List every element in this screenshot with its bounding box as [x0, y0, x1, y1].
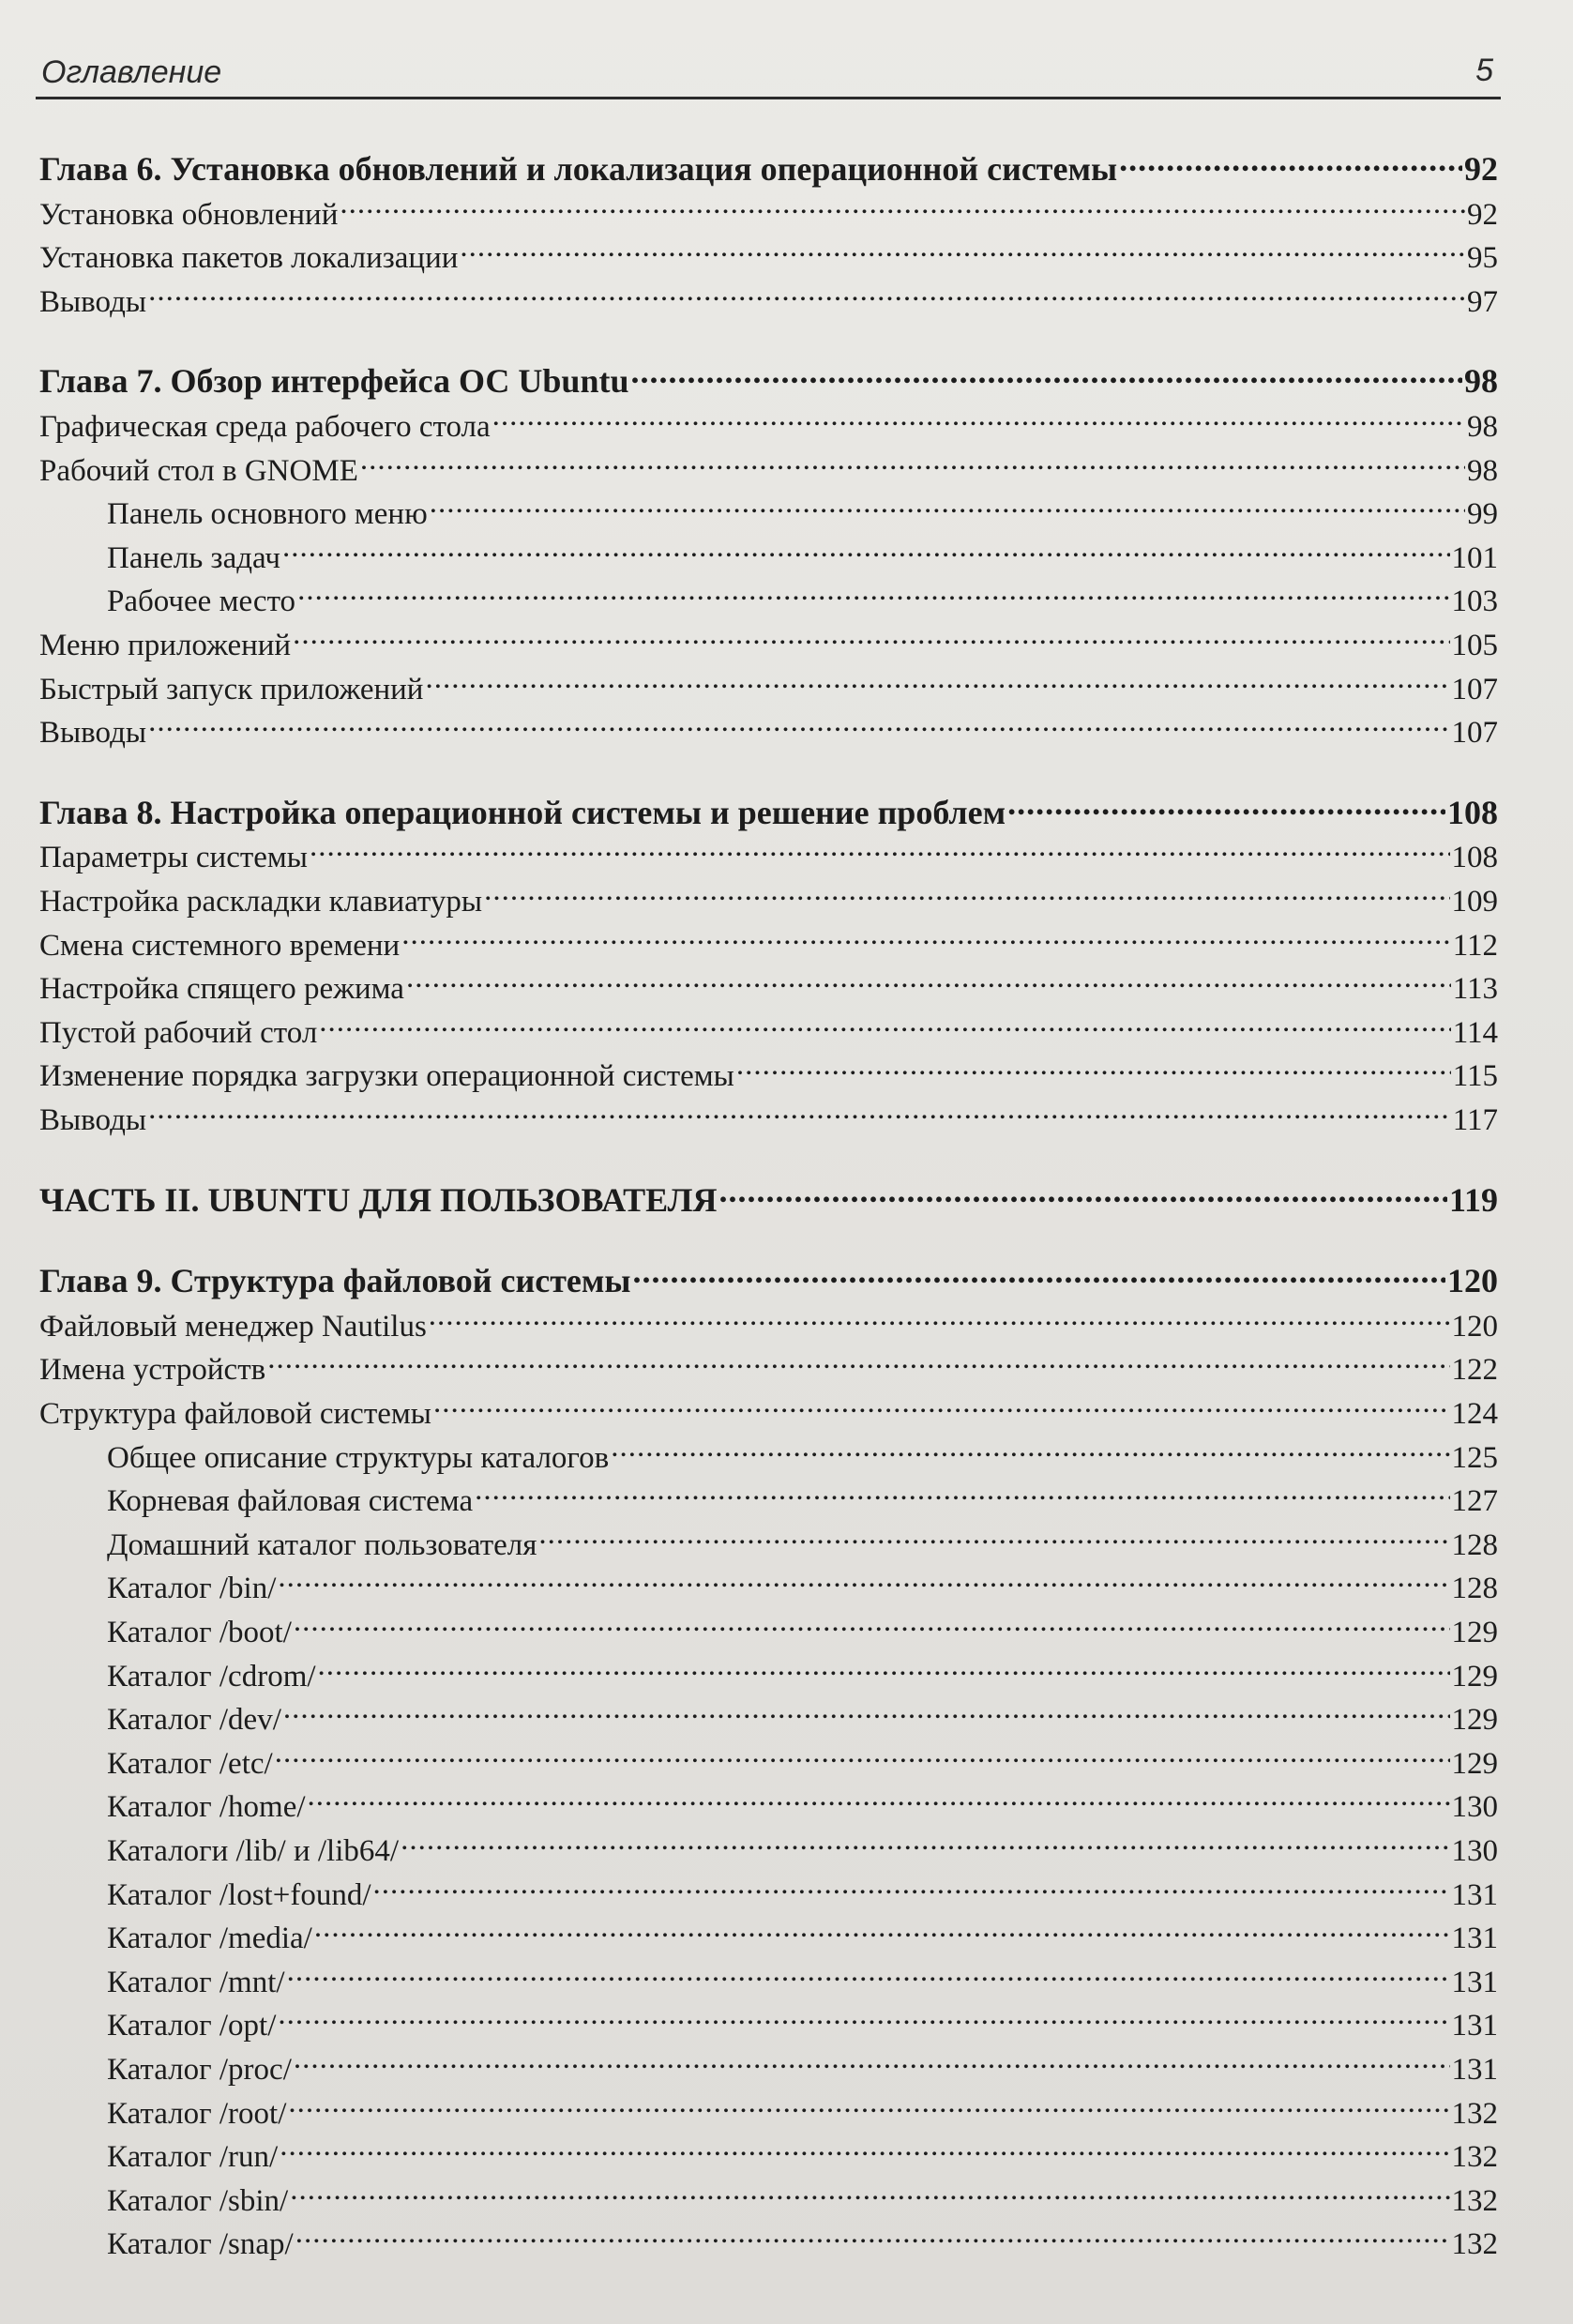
toc-entry: [39, 226, 1498, 276]
toc-entry: [39, 1732, 1498, 1781]
toc-entry-title: Каталог /sbin/: [107, 2183, 289, 2218]
toc-entry: [39, 482, 1498, 532]
toc-entry: [39, 1688, 1498, 1738]
toc-entry-title: Глава 6. Установка обновлений и локализация операционной системы: [39, 150, 1118, 188]
toc-entry-page: 103: [1451, 585, 1498, 619]
toc-entry-page: 131: [1451, 1877, 1498, 1912]
running-head-title: Оглавление: [41, 54, 222, 90]
dot-leader: [283, 1688, 1450, 1729]
toc-entry-page: 132: [1451, 2096, 1498, 2131]
toc-entry-title: Каталог /snap/: [107, 2227, 294, 2262]
dot-leader: [280, 2125, 1449, 2166]
toc-entry-title: Выводы: [39, 1103, 147, 1137]
toc-entry-title: Графическая среда рабочего стола: [39, 410, 491, 444]
dot-leader: [406, 957, 1451, 998]
toc-entry: [39, 270, 1498, 319]
toc-entry-title: Рабочее место: [107, 585, 296, 619]
toc-entry-title: Имена устройств: [39, 1353, 266, 1388]
toc-entry: [39, 1513, 1498, 1562]
toc-entry-title: Каталог /home/: [107, 1790, 306, 1825]
toc-entry-page: 109: [1451, 885, 1498, 919]
toc-entry-title: Быстрый запуск приложений: [39, 672, 424, 706]
toc-entry: [39, 614, 1498, 662]
toc-entry: [39, 526, 1498, 575]
toc-entry-title: Изменение порядка загрузки операционной системы: [39, 1059, 734, 1094]
toc-entry: [39, 2169, 1498, 2218]
running-head: [39, 49, 1501, 94]
toc-entry-title: Файловый менеджер Nautilus: [39, 1309, 427, 1344]
dot-leader: [288, 2082, 1449, 2123]
toc-entry-page: 113: [1452, 972, 1498, 1007]
toc-entry: [39, 2038, 1498, 2087]
toc-entry: [39, 1863, 1498, 1912]
toc-entry-page: 132: [1451, 2183, 1498, 2218]
toc-entry-page: 131: [1451, 2009, 1498, 2043]
dot-leader: [360, 439, 1465, 480]
dot-leader: [736, 1044, 1451, 1086]
toc-entry-page: 99: [1467, 497, 1498, 532]
dot-leader: [287, 1951, 1450, 1992]
toc-entry-title: Пустой рабочий стол: [39, 1015, 318, 1050]
toc-entry-title: Структура файловой системы: [39, 1397, 431, 1431]
toc-entry: [39, 1295, 1498, 1344]
dot-leader: [148, 1088, 1451, 1130]
toc-entry: [39, 1906, 1498, 1956]
toc-entry-page: 125: [1451, 1440, 1498, 1475]
dot-leader: [492, 395, 1465, 436]
toc-entry-title: Рабочий стол в GNOME: [39, 453, 358, 488]
toc-entry-title: Параметры системы: [39, 841, 308, 875]
toc-entry: [39, 1951, 1498, 1999]
dot-leader: [295, 2212, 1450, 2254]
toc-entry-page: 107: [1451, 672, 1498, 706]
dot-leader: [148, 270, 1465, 311]
toc-entry-title: Смена системного времени: [39, 928, 401, 963]
dot-leader: [278, 1557, 1449, 1598]
dot-leader: [308, 1775, 1450, 1816]
toc-entry: [39, 658, 1498, 706]
toc-entry: [39, 1001, 1498, 1050]
dot-leader: [718, 1170, 1447, 1211]
dot-leader: [293, 614, 1449, 655]
toc-entry-page: 129: [1451, 1703, 1498, 1738]
toc-entry: [39, 183, 1498, 232]
dot-leader: [429, 1295, 1450, 1336]
toc-entry-page: 128: [1451, 1527, 1498, 1562]
toc-entry-page: 132: [1451, 2140, 1498, 2175]
toc-entry: [39, 439, 1498, 488]
toc-entry-title: Общее описание структуры каталогов: [107, 1440, 610, 1475]
toc-entry-page: 98: [1467, 453, 1498, 488]
dot-leader: [282, 526, 1450, 568]
toc-entry-page: 129: [1451, 1616, 1498, 1649]
toc-entry-page: 101: [1451, 540, 1498, 575]
toc-entry-page: 120: [1447, 1262, 1498, 1300]
toc-entry-title: Глава 8. Настройка операционной системы и решение проблем: [39, 793, 1006, 831]
dot-leader: [1119, 139, 1462, 180]
toc-entry-page: 131: [1451, 2053, 1498, 2087]
toc-entry: [39, 2082, 1498, 2131]
dot-leader: [297, 570, 1449, 611]
toc-entry-page: 124: [1451, 1397, 1498, 1431]
toc-entry-title: Глава 9. Структура файловой системы: [39, 1262, 631, 1300]
dot-leader: [484, 870, 1449, 911]
dot-leader: [430, 482, 1465, 524]
dot-leader: [633, 1251, 1445, 1292]
dot-leader: [267, 1338, 1449, 1379]
toc-entry-page: 127: [1451, 1484, 1498, 1519]
toc-entry-title: Каталоги /lib/ и /lib64/: [107, 1834, 400, 1868]
toc-entry-page: 120: [1451, 1309, 1498, 1344]
toc-entry-title: Меню приложений: [39, 629, 292, 662]
toc-entry-title: Установка пакетов локализации: [39, 241, 459, 276]
toc-entry-title: Каталог /root/: [107, 2096, 287, 2131]
toc-chapter: [39, 351, 1498, 401]
toc-entry-page: 92: [1467, 197, 1498, 232]
toc-entry-page: 129: [1451, 1746, 1498, 1781]
toc-entry-title: Каталог /cdrom/: [107, 1659, 316, 1694]
dot-leader: [319, 1001, 1450, 1042]
toc-entry-page: 132: [1451, 2227, 1498, 2262]
toc-entry-page: 107: [1451, 716, 1498, 751]
dot-leader: [538, 1513, 1449, 1555]
toc-entry-page: 115: [1452, 1059, 1498, 1094]
header-rule: [36, 97, 1501, 99]
toc-entry: [39, 2125, 1498, 2175]
dot-leader: [611, 1426, 1449, 1467]
toc-entry-page: 130: [1451, 1790, 1498, 1825]
dot-leader: [631, 351, 1463, 392]
toc-entry-title: Панель задач: [107, 540, 280, 575]
toc-entry-page: 131: [1451, 1921, 1498, 1956]
toc-part: [39, 1170, 1498, 1219]
dot-leader: [460, 226, 1465, 267]
toc-entry-page: 98: [1464, 362, 1498, 401]
toc-entry-title: Глава 7. Обзор интерфейса ОС Ubuntu: [39, 362, 629, 401]
toc-entry: [39, 826, 1498, 875]
toc-entry-title: Выводы: [39, 284, 147, 319]
toc-entry-page: 92: [1464, 150, 1498, 188]
toc-entry-title: Каталог /lost+found/: [107, 1877, 371, 1912]
dot-leader: [314, 1906, 1450, 1948]
toc-entry-page: 112: [1452, 928, 1498, 963]
dot-leader: [294, 1601, 1450, 1642]
toc-entry-page: 105: [1451, 629, 1498, 662]
toc-entry: [39, 1994, 1498, 2043]
toc-entry: [39, 1088, 1498, 1137]
toc-entry: [39, 1469, 1498, 1519]
toc-entry-title: Выводы: [39, 716, 147, 751]
dot-leader: [401, 1819, 1449, 1861]
dot-leader: [278, 1994, 1449, 2035]
dot-leader: [148, 701, 1449, 742]
dot-leader: [294, 2038, 1450, 2079]
toc-entry-page: 97: [1467, 284, 1498, 319]
toc-entry: [39, 914, 1498, 963]
dot-leader: [425, 658, 1449, 699]
toc-entry-title: Каталог /media/: [107, 1921, 312, 1956]
toc-entry: [39, 957, 1498, 1007]
toc-chapter: [39, 139, 1498, 188]
toc-entry: [39, 395, 1498, 444]
toc-entry-title: Установка обновлений: [39, 197, 339, 232]
toc-entry-title: Каталог /opt/: [107, 2009, 277, 2043]
toc-entry-page: 108: [1451, 841, 1498, 875]
toc-entry: [39, 870, 1498, 919]
toc-entry: [39, 1338, 1498, 1388]
toc-entry-page: 119: [1448, 1180, 1498, 1219]
toc-entry-title: Каталог /run/: [107, 2140, 279, 2175]
dot-leader: [310, 826, 1450, 867]
toc-entry-page: 95: [1467, 241, 1498, 276]
toc-entry-page: 131: [1451, 1965, 1498, 1999]
toc-entry: [39, 2212, 1498, 2262]
toc-entry: [39, 1557, 1498, 1606]
dot-leader: [373, 1863, 1450, 1905]
toc-entry-title: Настройка раскладки клавиатуры: [39, 885, 483, 919]
toc-chapter: [39, 782, 1498, 831]
toc-entry: [39, 1601, 1498, 1649]
toc-entry: [39, 1382, 1498, 1431]
toc-entry-title: Домашний каталог пользователя: [107, 1527, 537, 1562]
toc-entry-title: Каталог /dev/: [107, 1703, 281, 1738]
toc-entry-page: 128: [1451, 1572, 1498, 1606]
toc-chapter: [39, 1251, 1498, 1300]
toc-entry-page: 117: [1452, 1103, 1498, 1137]
toc-entry-title: Каталог /mnt/: [107, 1965, 285, 1999]
page-number: 5: [1475, 53, 1493, 88]
toc-entry-page: 114: [1452, 1015, 1498, 1050]
toc-entry: [39, 570, 1498, 619]
toc-entry-title: Каталог /proc/: [107, 2053, 292, 2087]
toc-entry: [39, 1645, 1498, 1694]
dot-leader: [318, 1645, 1450, 1686]
toc-entry-title: Каталог /bin/: [107, 1572, 277, 1606]
toc-entry-page: 98: [1467, 410, 1498, 444]
toc-entry-title: Каталог /etc/: [107, 1746, 273, 1781]
toc-entry-page: 122: [1451, 1353, 1498, 1388]
dot-leader: [340, 183, 1465, 224]
toc-entry-title: Панель основного меню: [107, 497, 428, 532]
toc-entry-page: 130: [1451, 1834, 1498, 1868]
toc-entry: [39, 1426, 1498, 1475]
toc-entry: [39, 701, 1498, 751]
dot-leader: [401, 914, 1451, 955]
toc-entry-title: ЧАСТЬ II. UBUNTU ДЛЯ ПОЛЬЗОВАТЕЛЯ: [39, 1180, 718, 1219]
toc-entry-title: Корневая файловая система: [107, 1484, 474, 1519]
toc-entry-page: 129: [1451, 1659, 1498, 1694]
dot-leader: [475, 1469, 1449, 1511]
toc-entry-title: Настройка спящего режима: [39, 972, 404, 1007]
dot-leader: [290, 2169, 1449, 2210]
toc-entry-page: 108: [1447, 793, 1498, 831]
dot-leader: [1007, 782, 1445, 824]
toc-entry-title: Каталог /boot/: [107, 1616, 292, 1649]
dot-leader: [433, 1382, 1450, 1423]
toc-entry: [39, 1775, 1498, 1825]
dot-leader: [275, 1732, 1450, 1773]
toc-entry: [39, 1819, 1498, 1868]
toc-entry: [39, 1044, 1498, 1094]
